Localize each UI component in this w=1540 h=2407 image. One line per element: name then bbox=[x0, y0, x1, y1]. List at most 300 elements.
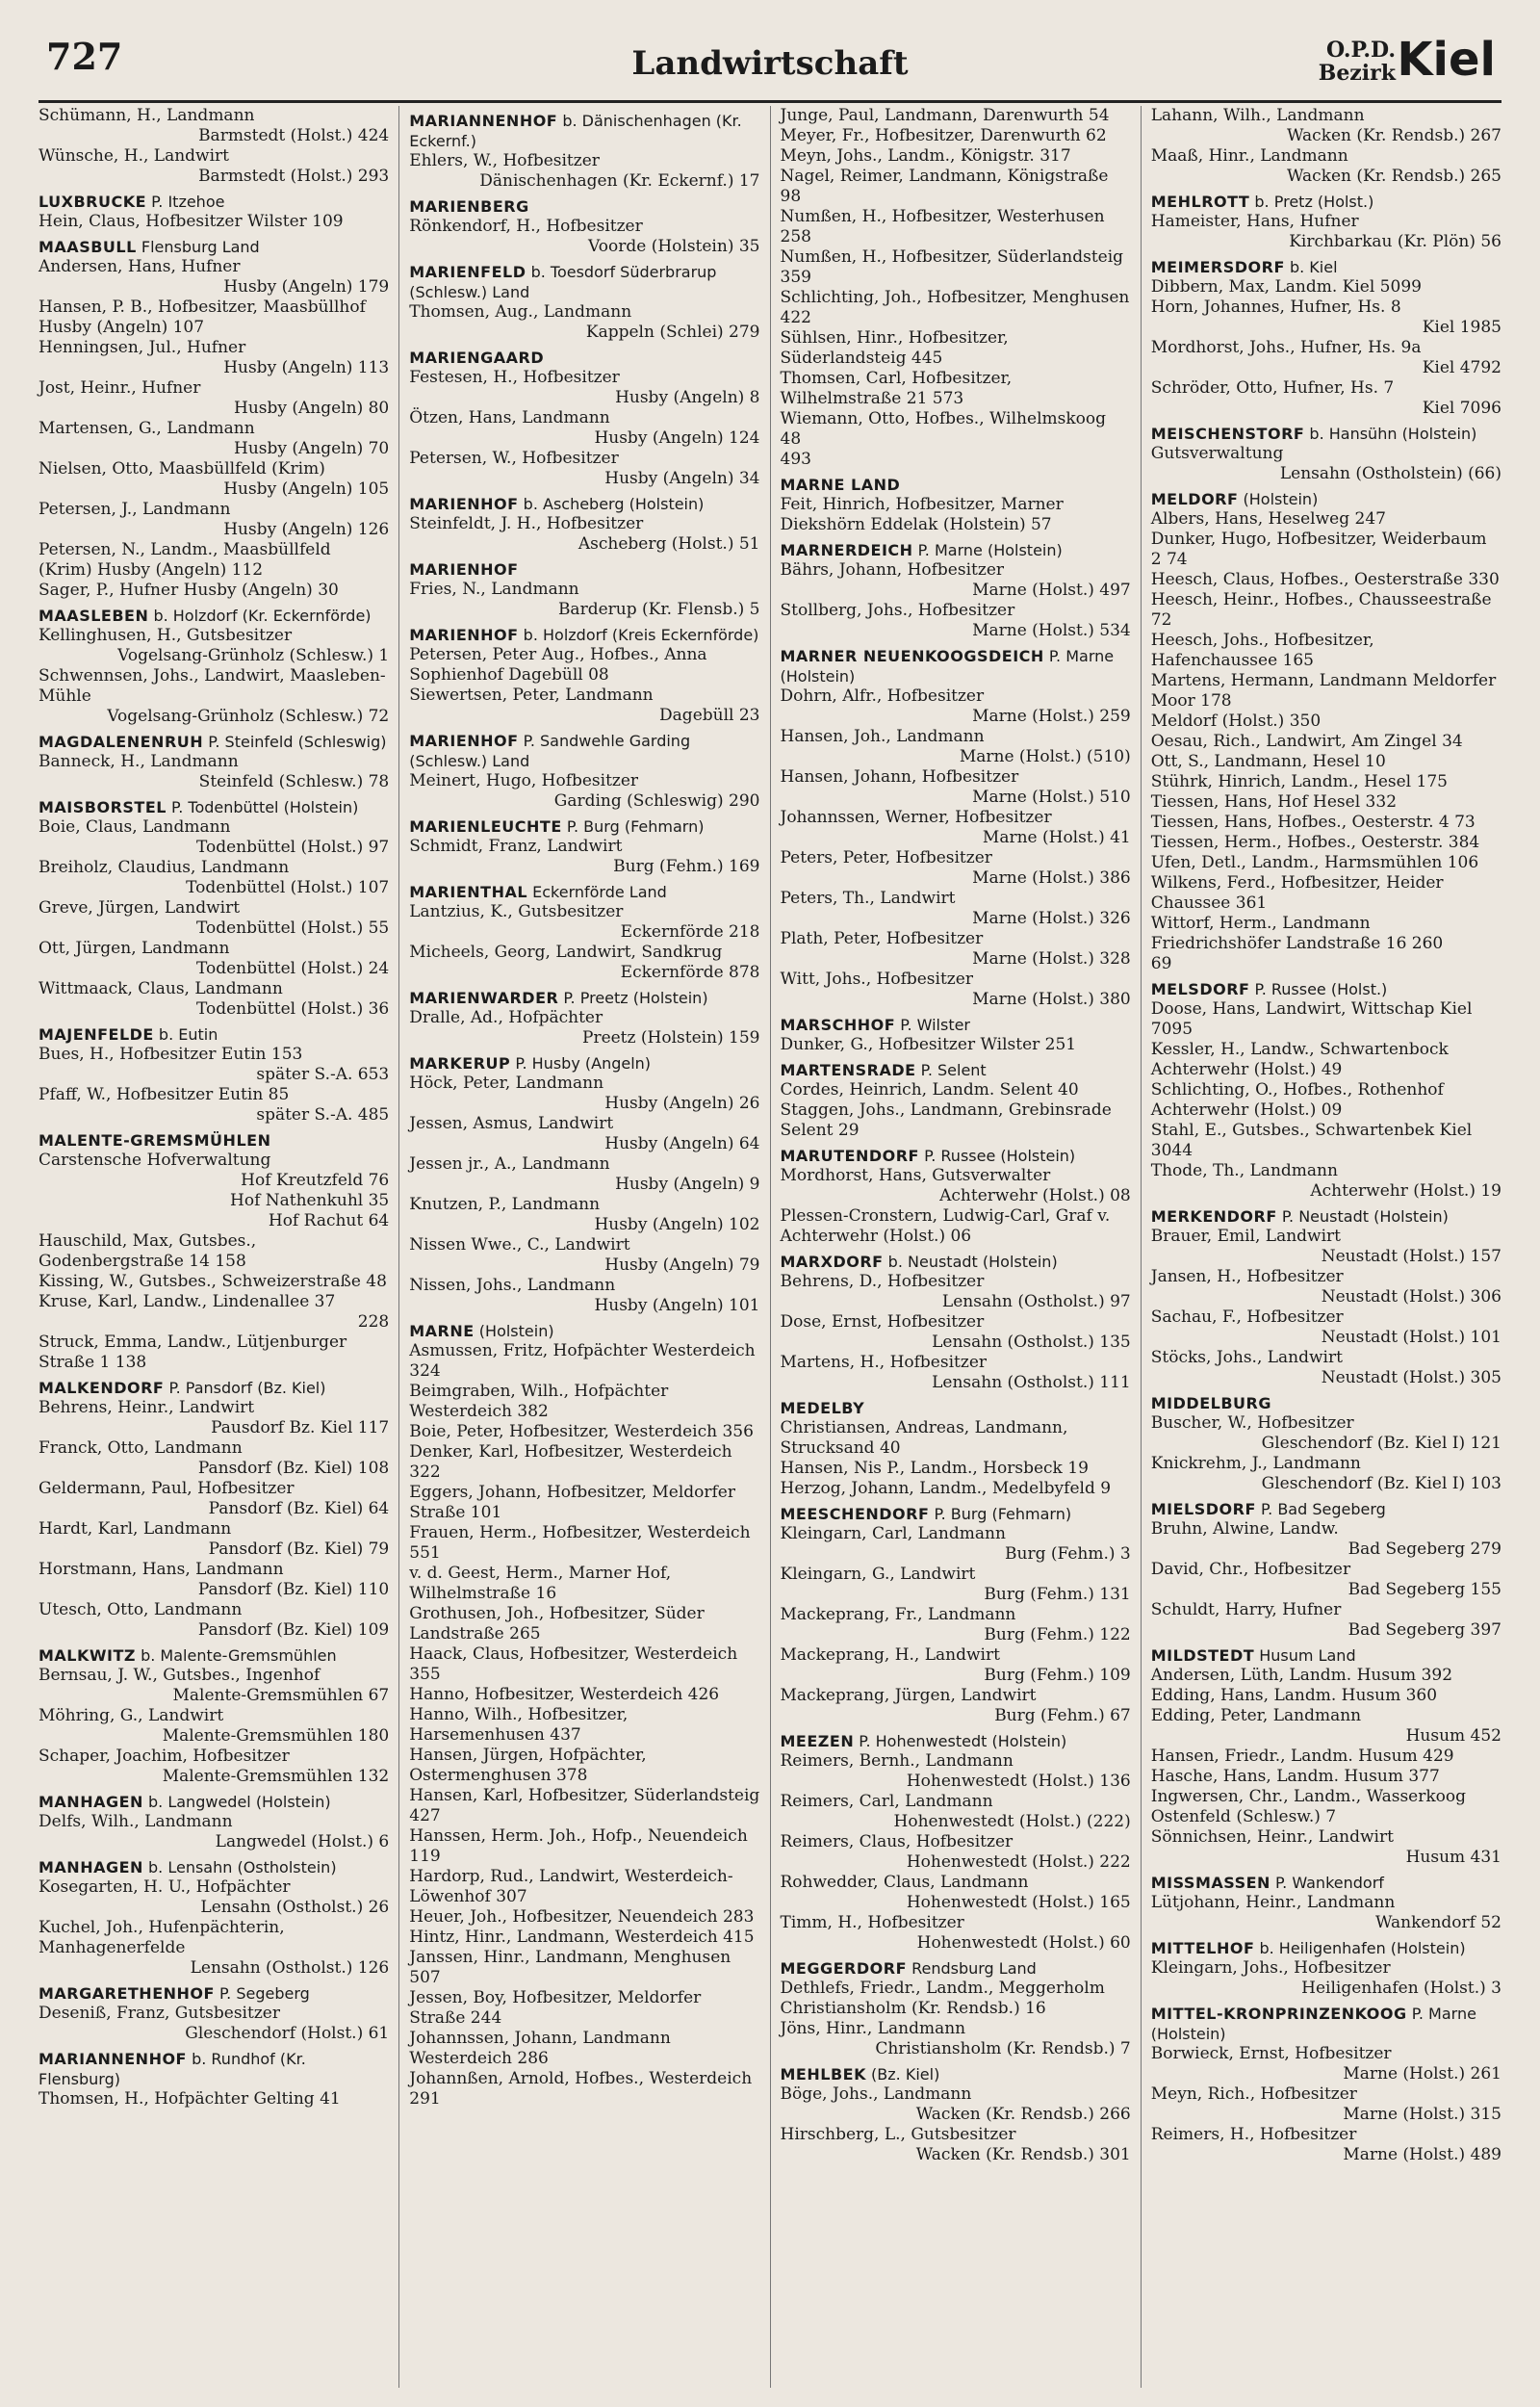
place-heading bbox=[1151, 1499, 1502, 1519]
directory-entry bbox=[781, 369, 1131, 409]
entry-location-line: Husby (Angeln) 113 bbox=[223, 358, 390, 377]
entry-name-line: Petersen, J., Landmann bbox=[38, 500, 231, 519]
place-block bbox=[1151, 1645, 1502, 1868]
place-name: MARGARETHENHOF bbox=[38, 1984, 215, 2003]
directory-entry bbox=[1151, 1227, 1502, 1267]
entry-name-line: Lahann, Wilh., Landmann bbox=[1150, 106, 1365, 125]
place-heading bbox=[1151, 1206, 1502, 1227]
directory-entry bbox=[781, 1272, 1131, 1312]
place-block bbox=[38, 106, 389, 187]
entry-location-line: Garding (Schleswig) 290 bbox=[553, 791, 760, 811]
directory-entry bbox=[38, 1706, 389, 1747]
directory-entry bbox=[781, 686, 1131, 727]
directory-entry bbox=[781, 1645, 1131, 1686]
entry-name-line: Jessen, Asmus, Landwirt bbox=[409, 1114, 614, 1133]
directory-entry bbox=[781, 328, 1131, 369]
entry-name-line: Plessen-Cronstern, Ludwig-Carl, Graf v. Achterwehr (Holst.) 06 bbox=[780, 1206, 1111, 1246]
entry-location-line: Bad Segeberg 155 bbox=[1348, 1580, 1502, 1599]
place-heading bbox=[409, 1053, 759, 1074]
directory-entry bbox=[409, 1422, 759, 1442]
entry-location-line: Vogelsang-Grünholz (Schlesw.) 72 bbox=[107, 707, 390, 726]
directory-entry bbox=[38, 146, 389, 187]
directory-entry bbox=[1151, 277, 1502, 298]
place-qualifier: P. Wilster bbox=[895, 1016, 971, 1034]
directory-entry bbox=[409, 1523, 759, 1564]
place-heading bbox=[38, 1983, 389, 2004]
place-qualifier: (Bz. Kiel) bbox=[865, 2065, 940, 2083]
place-qualifier: P. Pansdorf (Bz. Kiel) bbox=[164, 1379, 326, 1397]
place-name: MARIENGAARD bbox=[409, 349, 545, 367]
entry-name-line: Schwennsen, Johs., Landwirt, Maasleben-Mühle bbox=[38, 666, 386, 706]
place-heading bbox=[38, 1792, 389, 1812]
entry-name-line: Andersen, Lüth, Landm. Husum 392 bbox=[1150, 1666, 1453, 1685]
place-name: MEHLBEK bbox=[780, 2065, 866, 2083]
directory-entry bbox=[1151, 792, 1502, 813]
place-block bbox=[409, 262, 759, 343]
place-heading bbox=[38, 606, 389, 626]
entry-location-line: Kappeln (Schlei) 279 bbox=[585, 323, 760, 342]
directory-entry bbox=[409, 1705, 759, 1746]
directory-entry bbox=[38, 1151, 389, 1231]
entry-location-line: Eckernförde 878 bbox=[620, 963, 760, 982]
directory-entry bbox=[781, 167, 1131, 207]
directory-entry bbox=[781, 1080, 1131, 1100]
place-heading bbox=[1151, 979, 1502, 999]
directory-entry bbox=[409, 217, 759, 257]
place-qualifier: b. Heiligenhafen (Holstein) bbox=[1254, 1939, 1466, 1957]
entry-name-line: Breiholz, Claudius, Landmann bbox=[38, 858, 290, 877]
directory-entry bbox=[409, 1867, 759, 1907]
entry-location-line: Dagebüll 23 bbox=[659, 706, 760, 725]
entry-location-line: Barmstedt (Holst.) 293 bbox=[198, 167, 390, 186]
entry-name-line: Timm, H., Hofbesitzer bbox=[780, 1913, 964, 1932]
directory-entry bbox=[38, 1231, 389, 1272]
place-name: MITTEL-KRONPRINZENKOOG bbox=[1150, 2005, 1407, 2023]
entry-location-line: Wacken (Kr. Rendsb.) 267 bbox=[1287, 126, 1502, 145]
entry-location-line: Wacken (Kr. Rendsb.) 265 bbox=[1287, 167, 1502, 186]
directory-entry bbox=[38, 752, 389, 792]
entry-location-line: Wacken (Kr. Rendsb.) 266 bbox=[915, 2105, 1131, 2124]
directory-entry bbox=[409, 2069, 759, 2109]
directory-entry bbox=[781, 929, 1131, 970]
entry-name-line: v. d. Geest, Herm., Marner Hof, Wilhelmstraße 16 bbox=[409, 1564, 672, 1603]
entry-name-line: Frauen, Herm., Hofbesitzer, Westerdeich 551 bbox=[409, 1523, 751, 1563]
entry-name-line: Rohwedder, Claus, Landmann bbox=[780, 1873, 1029, 1892]
place-qualifier: P. Husby (Angeln) bbox=[510, 1054, 652, 1073]
directory-entry bbox=[409, 408, 759, 449]
entry-location-line: Neustadt (Holst.) 101 bbox=[1321, 1328, 1502, 1347]
directory-entry bbox=[409, 1442, 759, 1483]
directory-entry bbox=[409, 449, 759, 489]
directory-entry bbox=[409, 1341, 759, 1382]
directory-entry bbox=[781, 727, 1131, 767]
entry-name-line: Festesen, H., Hofbesitzer bbox=[409, 368, 620, 387]
entry-location-line: Preetz (Holstein) 159 bbox=[582, 1028, 760, 1048]
place-name: LUXBRUCKE bbox=[38, 193, 147, 211]
place-name: MEDELBY bbox=[780, 1399, 865, 1417]
place-block bbox=[409, 348, 759, 489]
directory-entry bbox=[38, 338, 389, 378]
entry-name-line: Ötzen, Hans, Landmann bbox=[409, 408, 610, 427]
entry-location-line: Marne (Holst.) (510) bbox=[959, 747, 1131, 766]
place-qualifier: b. Lensahn (Ostholstein) bbox=[142, 1858, 337, 1876]
directory-entry bbox=[38, 979, 389, 1020]
directory-entry bbox=[38, 1045, 389, 1085]
place-block bbox=[38, 606, 389, 727]
directory-entry bbox=[781, 146, 1131, 167]
entry-location-line: Todenbüttel (Holst.) 36 bbox=[195, 999, 390, 1019]
directory-entry bbox=[409, 368, 759, 408]
entry-name-line: Jansen, H., Hofbesitzer bbox=[1150, 1267, 1344, 1286]
place-heading bbox=[781, 1015, 1131, 1035]
entry-name-line: Thode, Th., Landmann bbox=[1150, 1161, 1338, 1180]
entry-name-line: Schümann, H., Landmann bbox=[38, 106, 255, 125]
directory-entry bbox=[409, 645, 759, 686]
entry-name-line: Hanssen, Herm. Joh., Hofp., Neuendeich 119 bbox=[409, 1826, 748, 1866]
entry-name-line: Stöcks, Johs., Landwirt bbox=[1150, 1348, 1343, 1367]
entry-name-line: Thomsen, H., Hofpächter Gelting 41 bbox=[38, 2089, 341, 2109]
entry-name-line: Mordhorst, Hans, Gutsverwalter bbox=[780, 1166, 1051, 1185]
entry-name-line: Kleingarn, G., Landwirt bbox=[780, 1565, 976, 1584]
place-heading bbox=[1151, 1645, 1502, 1666]
entry-name-line: Dralle, Ad., Hofpächter bbox=[409, 1008, 603, 1027]
place-block bbox=[781, 1504, 1131, 1726]
entry-name-line: Franck, Otto, Landmann bbox=[38, 1438, 243, 1458]
place-block bbox=[781, 1252, 1131, 1393]
entry-name-line: Schaper, Joachim, Hofbesitzer bbox=[38, 1747, 290, 1766]
place-block bbox=[38, 732, 389, 792]
place-heading bbox=[781, 1731, 1131, 1751]
directory-entry bbox=[781, 207, 1131, 247]
directory-entry bbox=[38, 1560, 389, 1600]
place-block bbox=[38, 1378, 389, 1641]
directory-entry bbox=[409, 1928, 759, 1948]
place-block bbox=[38, 192, 389, 232]
entry-name-line: Hintz, Hinr., Landmann, Westerdeich 415 bbox=[409, 1928, 755, 1947]
entry-name-line: Nissen Wwe., C., Landwirt bbox=[409, 1235, 630, 1255]
entry-name-line: Reimers, H., Hofbesitzer bbox=[1150, 2125, 1357, 2144]
directory-entry bbox=[409, 1746, 759, 1786]
entry-name-line: Christiansen, Andreas, Landmann, Strucksand 40 bbox=[780, 1418, 1068, 1458]
place-name: MANHAGEN bbox=[38, 1793, 143, 1811]
directory-entry bbox=[38, 2089, 389, 2109]
entry-name-line: Horstmann, Hans, Landmann bbox=[38, 1560, 284, 1579]
entry-name-line: Meinert, Hugo, Hofbesitzer bbox=[409, 771, 639, 790]
entry-name-line: Edding, Peter, Landmann bbox=[1150, 1706, 1362, 1725]
entry-name-line: Steinfeldt, J. H., Hofbesitzer bbox=[409, 514, 644, 533]
directory-entry bbox=[1151, 1767, 1502, 1787]
place-block bbox=[781, 1398, 1131, 1499]
entry-name-line: Meyn, Rich., Hofbesitzer bbox=[1150, 2084, 1357, 2104]
place-name: MISSMASSEN bbox=[1150, 1874, 1270, 1892]
place-qualifier: b. Eutin bbox=[153, 1025, 218, 1044]
entry-name-line: Hameister, Hans, Hufner bbox=[1150, 212, 1359, 231]
entry-location-line: Hohenwestedt (Holst.) 165 bbox=[906, 1893, 1131, 1912]
directory-entry bbox=[781, 2019, 1131, 2059]
directory-entry bbox=[1151, 813, 1502, 833]
entry-location-line: Husby (Angeln) 105 bbox=[223, 479, 390, 499]
place-block bbox=[781, 2064, 1131, 2165]
entry-name-line: Meldorf (Holst.) 350 bbox=[1150, 712, 1322, 731]
directory-entry bbox=[38, 1600, 389, 1641]
directory-entry bbox=[1151, 106, 1502, 146]
directory-entry bbox=[1151, 1413, 1502, 1454]
entry-location-line: Marne (Holst.) 326 bbox=[972, 909, 1131, 928]
place-heading bbox=[409, 1321, 759, 1341]
entry-name-line: Ott, S., Landmann, Hesel 10 bbox=[1150, 752, 1386, 771]
directory-entry bbox=[781, 889, 1131, 929]
directory-entry bbox=[1151, 509, 1502, 530]
entry-name-line: Janssen, Hinr., Landmann, Menghusen 507 bbox=[409, 1948, 732, 1987]
entry-location-line: Lensahn (Ostholst.) 26 bbox=[200, 1898, 390, 1917]
entry-name-line: Möhring, G., Landwirt bbox=[38, 1706, 224, 1725]
directory-entry bbox=[1151, 378, 1502, 419]
place-block bbox=[781, 1958, 1131, 2059]
place-name: MEESCHENDORF bbox=[780, 1505, 930, 1523]
directory-entry bbox=[781, 1353, 1131, 1393]
entry-name-line: Delfs, Wilh., Landmann bbox=[38, 1812, 233, 1831]
place-name: MARIENHOF bbox=[409, 495, 519, 513]
place-block bbox=[409, 816, 759, 877]
entry-location-line: Burg (Fehm.) 122 bbox=[984, 1625, 1131, 1644]
entry-name-line: Buscher, W., Hofbesitzer bbox=[1150, 1413, 1354, 1433]
directory-entry bbox=[409, 1604, 759, 1644]
place-name: MARKERUP bbox=[409, 1054, 511, 1073]
entry-location-line: Burg (Fehm.) 3 bbox=[1005, 1544, 1131, 1564]
place-heading bbox=[781, 1504, 1131, 1524]
directory-entry bbox=[409, 1154, 759, 1195]
entry-name-line: Schmidt, Franz, Landwirt bbox=[409, 837, 623, 856]
directory-entry bbox=[38, 858, 389, 898]
place-block bbox=[409, 1321, 759, 2109]
entry-name-line: Siewertsen, Peter, Landmann bbox=[409, 686, 654, 705]
directory-entry bbox=[38, 817, 389, 858]
entry-location-line: Malente-Gremsmühlen 180 bbox=[162, 1726, 390, 1746]
entry-location-line: Hof Rachut 64 bbox=[268, 1211, 390, 1230]
directory-entry bbox=[781, 1312, 1131, 1353]
entry-name-line: Hanno, Wilh., Hofbesitzer, Harsemenhusen 437 bbox=[409, 1705, 629, 1745]
entry-location-line: später S.-A. 653 bbox=[256, 1065, 390, 1084]
entry-name-line: Schlichting, Joh., Hofbesitzer, Menghusen 422 bbox=[780, 288, 1130, 327]
directory-entry bbox=[781, 409, 1131, 450]
place-heading bbox=[409, 111, 759, 151]
directory-entry bbox=[781, 1100, 1131, 1141]
entry-name-line: Kleingarn, Johs., Hofbesitzer bbox=[1150, 1958, 1391, 1978]
entry-name-line: Hasche, Hans, Landm. Husum 377 bbox=[1150, 1767, 1440, 1786]
place-name: MEIMERSDORF bbox=[1150, 258, 1285, 276]
entry-location-line: Burg (Fehm.) 131 bbox=[984, 1585, 1131, 1604]
place-name: MARIENHOF bbox=[409, 626, 519, 644]
place-name: MEEZEN bbox=[780, 1732, 855, 1750]
place-name: MALKWITZ bbox=[38, 1646, 137, 1665]
place-block bbox=[1151, 192, 1502, 252]
entry-location-line: Husby (Angeln) 64 bbox=[604, 1134, 760, 1153]
place-qualifier: P. Segeberg bbox=[214, 1984, 310, 2003]
directory-entry bbox=[1151, 298, 1502, 338]
entry-name-line: Heesch, Johs., Hofbesitzer, Hafenchaussee 165 bbox=[1150, 631, 1374, 670]
place-name: MAISBORSTEL bbox=[38, 798, 167, 816]
entry-location-line: Pausdorf Bz. Kiel 117 bbox=[211, 1418, 390, 1437]
entry-name-line: Böge, Johs., Landmann bbox=[780, 2084, 972, 2104]
entry-name-line: Stahl, E., Gutsbes., Schwartenbek Kiel 3044 bbox=[1150, 1121, 1473, 1160]
entry-name-line: Deseniß, Franz, Gutsbesitzer bbox=[38, 2004, 280, 2023]
entry-location-line: Marne (Holst.) 259 bbox=[972, 707, 1131, 726]
place-heading bbox=[1151, 2004, 1502, 2044]
place-heading bbox=[1151, 257, 1502, 277]
place-name: MITTELHOF bbox=[1150, 1939, 1255, 1957]
place-block bbox=[38, 797, 389, 1020]
entry-location-line: Marne (Holst.) 489 bbox=[1343, 2145, 1502, 2164]
entry-name-line: Lantzius, K., Gutsbesitzer bbox=[409, 902, 624, 921]
entry-location-line: Malente-Gremsmühlen 67 bbox=[172, 1686, 390, 1705]
entry-name-line: Petersen, N., Landm., Maasbüllfeld (Krim) Husby (Angeln) 112 bbox=[38, 540, 331, 580]
directory-entry bbox=[1151, 631, 1502, 671]
entry-name-line: Mordhorst, Johs., Hufner, Hs. 9a bbox=[1150, 338, 1422, 357]
directory-entry bbox=[409, 1008, 759, 1048]
place-qualifier: P. Neustadt (Holstein) bbox=[1276, 1207, 1449, 1226]
entry-name-line: Hirschberg, L., Gutsbesitzer bbox=[780, 2125, 1016, 2144]
entry-name-line: Bruhn, Alwine, Landw. bbox=[1150, 1519, 1339, 1539]
entry-name-line: 493 bbox=[780, 450, 811, 469]
directory-entry bbox=[1151, 2044, 1502, 2084]
place-name: MALENTE-GREMSMÜHLEN bbox=[38, 1131, 271, 1150]
place-heading bbox=[781, 1958, 1131, 1979]
entry-name-line: Dohrn, Alfr., Hofbesitzer bbox=[780, 686, 985, 706]
place-block bbox=[1151, 1499, 1502, 1641]
directory-entry bbox=[781, 106, 1131, 126]
place-heading bbox=[38, 2049, 389, 2089]
header-rule bbox=[38, 100, 1502, 103]
entry-name-line: Haack, Claus, Hofbesitzer, Westerdeich 355 bbox=[409, 1644, 738, 1684]
place-heading bbox=[409, 559, 759, 580]
place-name: MARIENBERG bbox=[409, 197, 529, 216]
entry-location-line: Husby (Angeln) 80 bbox=[234, 399, 390, 418]
entry-name-line: Schuldt, Harry, Hufner bbox=[1150, 1600, 1342, 1619]
place-heading bbox=[409, 494, 759, 514]
directory-column bbox=[398, 106, 769, 2388]
directory-entry bbox=[1151, 1307, 1502, 1348]
place-name: MARIANNENHOF bbox=[409, 112, 558, 130]
directory-entry bbox=[781, 1792, 1131, 1832]
place-heading bbox=[781, 2064, 1131, 2084]
entry-name-line: Herzog, Johann, Landm., Medelbyfeld 9 bbox=[780, 1479, 1112, 1498]
place-name: MARIENWARDER bbox=[409, 989, 559, 1007]
place-block bbox=[38, 1024, 389, 1126]
place-block bbox=[38, 1645, 389, 1787]
entry-name-line: Dethlefs, Friedr., Landm., Meggerholm Christiansholm (Kr. Rendsb.) 16 bbox=[780, 1979, 1105, 2018]
entry-name-line: Jöns, Hinr., Landmann bbox=[780, 2019, 966, 2038]
entry-name-line: Wiemann, Otto, Hofbes., Wilhelmskoog 48 bbox=[780, 409, 1106, 449]
entry-name-line: Sühlsen, Hinr., Hofbesitzer, Süderlandsteig 445 bbox=[780, 328, 1009, 368]
page-header bbox=[38, 27, 1502, 104]
entry-name-line: Petersen, Peter Aug., Hofbes., Anna Sophienhof Dagebüll 08 bbox=[409, 645, 707, 685]
entry-name-line: Struck, Emma, Landw., Lütjenburger Straße 1 138 bbox=[38, 1333, 347, 1372]
entry-name-line: Bernsau, J. W., Gutsbes., Ingenhof bbox=[38, 1666, 321, 1685]
entry-name-line: David, Chr., Hofbesitzer bbox=[1150, 1560, 1351, 1579]
place-qualifier: b. Hansühn (Holstein) bbox=[1304, 425, 1477, 443]
entry-name-line: Hanno, Hofbesitzer, Westerdeich 426 bbox=[409, 1685, 720, 1704]
place-qualifier: P. Marne (Holstein) bbox=[912, 541, 1063, 559]
place-heading bbox=[781, 1060, 1131, 1080]
entry-name-line: Boie, Peter, Hofbesitzer, Westerdeich 356 bbox=[409, 1422, 754, 1441]
directory-entry bbox=[409, 1483, 759, 1523]
entry-location-line: Wacken (Kr. Rendsb.) 301 bbox=[915, 2145, 1131, 2164]
entry-location-line: Vogelsang-Grünholz (Schlesw.) 1 bbox=[117, 646, 390, 665]
directory-column bbox=[770, 106, 1141, 2388]
entry-name-line: Horn, Johannes, Hufner, Hs. 8 bbox=[1150, 298, 1401, 317]
entry-name-line: Peters, Th., Landwirt bbox=[780, 889, 956, 908]
entry-name-line: Jessen jr., A., Landmann bbox=[409, 1154, 610, 1174]
place-heading bbox=[1151, 1873, 1502, 1893]
directory-entry bbox=[409, 1195, 759, 1235]
entry-location-line: Lensahn (Ostholst.) 97 bbox=[941, 1292, 1131, 1311]
entry-name-line: Hansen, Joh., Landmann bbox=[780, 727, 985, 746]
entry-name-line: Asmussen, Fritz, Hofpächter Westerdeich 324 bbox=[409, 1341, 756, 1381]
entry-name-line: Schröder, Otto, Hufner, Hs. 7 bbox=[1150, 378, 1395, 398]
entry-name-line: Dunker, Hugo, Hofbesitzer, Weiderbaum 2 74 bbox=[1150, 530, 1487, 569]
entry-name-line: Wittorf, Herm., Landmann Friedrichshöfer Landstraße 16 260 bbox=[1150, 914, 1444, 953]
directory-entry bbox=[1151, 999, 1502, 1040]
directory-entry bbox=[1151, 1958, 1502, 1999]
place-name: MARUTENDORF bbox=[780, 1147, 919, 1165]
entry-location-line: Achterwehr (Holst.) 08 bbox=[939, 1186, 1131, 1205]
place-heading bbox=[38, 192, 389, 212]
directory-entry bbox=[781, 2125, 1131, 2165]
entry-name-line: Kosegarten, H. U., Hofpächter bbox=[38, 1877, 291, 1897]
entry-location-line: Pansdorf (Bz. Kiel) 110 bbox=[197, 1580, 390, 1599]
directory-entry bbox=[781, 495, 1131, 535]
entry-name-line: Sönnichsen, Heinr., Landwirt bbox=[1150, 1827, 1394, 1847]
place-heading bbox=[409, 262, 759, 302]
directory-entry bbox=[1151, 712, 1502, 732]
entry-name-line: Numßen, H., Hofbesitzer, Westerhusen 258 bbox=[780, 207, 1105, 246]
entry-location-line: Kiel 1985 bbox=[1422, 318, 1502, 337]
directory-entry bbox=[781, 767, 1131, 808]
entry-location-line: Hof Nathenkuhl 35 bbox=[230, 1191, 390, 1210]
directory-entry bbox=[38, 1292, 389, 1333]
entry-name-line: Reimers, Claus, Hofbesitzer bbox=[780, 1832, 1014, 1851]
directory-entry bbox=[38, 500, 389, 540]
place-qualifier: b. Kiel bbox=[1284, 258, 1338, 276]
entry-name-line: Numßen, H., Hofbesitzer, Süderlandsteig 359 bbox=[780, 247, 1124, 287]
place-name: MELDORF bbox=[1150, 490, 1239, 508]
entry-location-line: Langwedel (Holst.) 6 bbox=[215, 1832, 390, 1851]
place-qualifier: Flensburg Land bbox=[136, 238, 260, 256]
entry-location-line: Burg (Fehm.) 109 bbox=[984, 1666, 1131, 1685]
place-block bbox=[38, 1983, 389, 2044]
entry-name-line: Behrens, Heinr., Landwirt bbox=[38, 1398, 255, 1417]
place-block bbox=[781, 475, 1131, 535]
entry-name-line: Hansen, P. B., Hofbesitzer, Maasbüllhof Husby (Angeln) 107 bbox=[38, 298, 366, 337]
directory-entry bbox=[38, 581, 389, 601]
entry-name-line: Reimers, Carl, Landmann bbox=[780, 1792, 993, 1811]
opd-label: O.P.D. bbox=[1325, 38, 1396, 63]
entry-name-line: Hardorp, Rud., Landwirt, Westerdeich-Löwenhof 307 bbox=[409, 1867, 733, 1906]
place-block bbox=[1151, 424, 1502, 484]
directory-entry bbox=[1151, 590, 1502, 631]
entry-name-line: Mackeprang, Fr., Landmann bbox=[780, 1605, 1016, 1624]
place-qualifier: P. Burg (Fehmarn) bbox=[929, 1505, 1072, 1523]
directory-entry bbox=[409, 1988, 759, 2029]
entry-name-line: Heesch, Heinr., Hofbes., Chausseestraße 72 bbox=[1150, 590, 1492, 630]
place-qualifier: P. Wankendorf bbox=[1270, 1874, 1384, 1892]
entry-location-line: Marne (Holst.) 386 bbox=[972, 868, 1131, 888]
directory-entry bbox=[781, 1913, 1131, 1954]
directory-entry bbox=[781, 560, 1131, 601]
directory-entry bbox=[38, 1333, 389, 1373]
directory-entry bbox=[38, 1085, 389, 1126]
entry-name-line: Mackeprang, H., Landwirt bbox=[780, 1645, 1000, 1665]
